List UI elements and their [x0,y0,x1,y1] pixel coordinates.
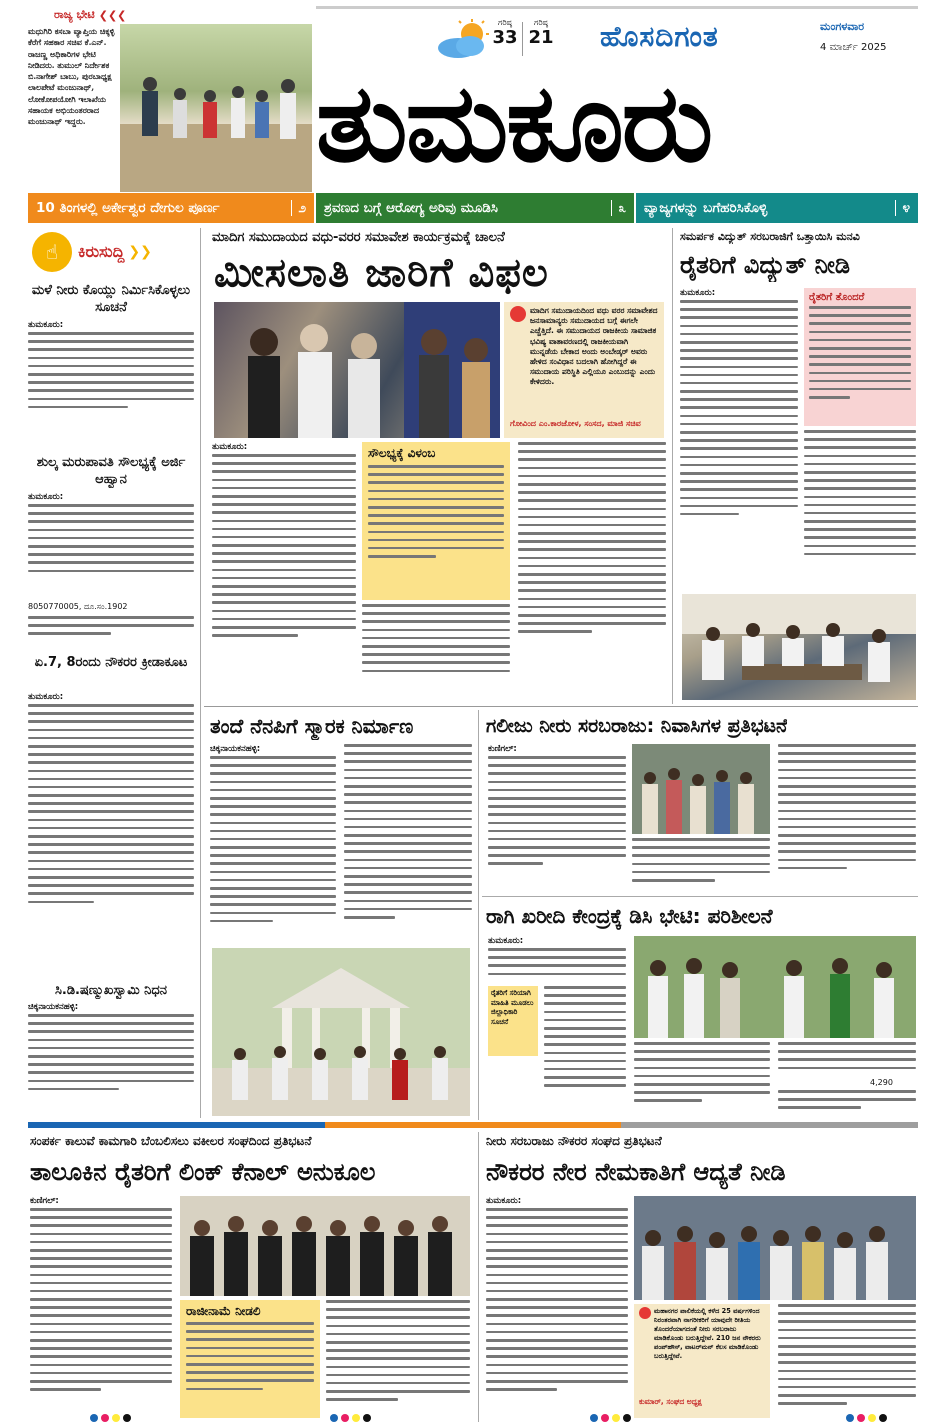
brief-2-body-end [28,616,194,650]
workers-story [484,1132,918,1422]
index-item-2[interactable] [316,193,634,223]
ragi-col-1 [488,948,626,984]
dirty-water-col-3 [778,744,916,890]
power-dateline: ತುಮಕೂರು: [680,288,716,298]
ragi-box-text: ರೈತರಿಗೆ ಸರಿಯಾಗಿ ಮಾಹಿತಿ ಮೂಡಲು ಜಿಲ್ಲಾಧಿಕಾರಿ ಸೂಚನೆ [491,989,534,1026]
brief-2-title: ಶುಲ್ಕ ಮರುಪಾವತಿ ಸೌಲಭ್ಯಕ್ಕೆ ಅರ್ಜಿ ಆಹ್ವಾನ [36,455,186,487]
min-label: ಗರಿಷ್ಠ [534,18,548,27]
delay-box [362,442,510,600]
section-rule [204,706,918,707]
power-kicker: ಸಮರ್ಪಕ ವಿದ್ಯುತ್ ಸರಬರಾಜಿಗೆ ಒತ್ತಾಯಿಸಿ ಮನವಿ [680,230,860,243]
index-item-1[interactable] [28,193,314,223]
briefs-label [32,230,188,274]
bar-blue [28,1122,325,1128]
index-text-2: ಶ್ರವಣದ ಬಗ್ಗೆ ಆರೋಗ್ಯ ಅರಿವು ಮೂಡಿಸಿ [324,200,498,216]
index-page-3: ೪ [895,200,910,216]
ragi-dateline: ತುಮಕೂರು: [488,936,524,946]
resign-box-title: ರಾಜೀನಾಮೆ ನೀಡಲಿ [186,1304,261,1318]
top-story-photo [120,24,312,192]
resign-box [180,1300,320,1418]
paper-name: ಹೊಸದಿಗಂತ [600,20,719,53]
brief-2-dateline: ತುಮಕೂರು: [28,492,64,502]
people-illustration [120,24,312,192]
canal-dateline: ಕುಣಿಗಲ್: [30,1196,59,1206]
dirty-water-photo [632,744,770,834]
canal-col-1 [30,1208,172,1418]
kicker-text: ರಾಜ್ಯ ಭೇಟಿ [54,8,95,21]
canal-headline: ತಾಲೂಕಿನ ರೈತರಿಗೆ ಲಿಂಕ್ ಕೆನಾಲ್ ಅನುಕೂಲ [30,1158,376,1186]
min-value: 21 [528,27,554,48]
workers-col-1 [486,1208,628,1418]
issue-day: ಮಂಗಳವಾರ [820,20,865,33]
lead-col-3 [518,442,666,702]
farmers-trouble-box [804,288,916,426]
workers-photo [634,1196,916,1300]
lead-story [208,228,668,704]
top-story-caption: ಮಧುಗಿರಿ ಕಸಬಾ ವ್ಯಾಪ್ತಿಯ ಚಿಕ್ಕಳ್ಳಿ ಕೆರೆಗೆ ಸಹಕಾರ ಸಚಿವ ಕೆ.ಎನ್. ರಾಜಣ್ಣ ಅಧಿಕಾರಿಗಳ ಭೇಟಿ ನೀಡಿದರು. ತುಮುಲ್ ನಿರ್ದೇಶಕ ಬಿ.ನಾಗೇಶ್ ಬಾಬು, ಪುರಬಾಧ್ಯಕ್ಷ ಲಾಲಪೇಟೆ ಮಂಜುನಾಥ್, ಲೋಕೋಪಯೋಗಿ ಇಲಾಖೆಯ ಸಹಾಯಕ ಅಭಿಯಂತರರಾದ ಮಂಜುನಾಥ್ ಇದ್ದರು. [28,26,115,127]
lead-quote-text: ಮಾದಿಗ ಸಮುದಾಯದಿಂದ ವಧು ವರರ ಸಮಾವೇಶದ ಜನಸಾಮಾನ್ಯರು ಸಮುದಾಯದ ಬಗ್ಗೆ ಈಗಲೇ ಎಚ್ಚೆತ್ತಿದೆ. ಈ ಸಮುದಾಯದ ರಾಜಕೀಯ ಸಾಮಾಜಿಕ ಭವಿಷ್ಯ ವಾತಾವರಣದಲ್ಲಿ ರಾಜಕೀಯವಾಗಿ ಮುನ್ನಡೆಯ ಬೇಕಾದ ಅಂದು ಅಂಬೇಡ್ಕರ್ ಅವರು ಹೇಳಿದ ಸಂವಿಧಾನ ಬದಲಾಗಿ ಹೋಗಿದ್ದರೆ ಈ ಸಮುದಾಯ ಪರಿಸ್ಥಿತಿ ಎಲ್ಲಿಯೂ ಎಂಬುದನ್ನು ಎಂದು ಕೇಳಿದರು. [530,306,658,387]
bar-grey [621,1122,918,1128]
workers-quote-text: ಮಹಾನಗರ ಪಾಲಿಕೆಯಲ್ಲಿ ಕಳೆದ 25 ವರ್ಷಗಳಿಂದ ನಿರಂತರವಾಗಿ ನಾಗರೀಕರಿಗೆ ಯಾವುದೇ ರೀತಿಯ ತೊಂದರೆಯಾಗದಂತೆ ನೀರು ಸರಬರಾಜು ಮಾಡಿಕೊಂಡು ಬರುತ್ತಿದ್ದೇವೆ. 210 ಜನ ನೌಕರರು ಪಂಪ್‌ಹೌಸ್, ವಾಟರ್‌ಮನ್ ಕೆಲಸ ಮಾಡಿಕೊಂಡು ಬರುತ್ತಿದ್ದೇವೆ. [654,1307,761,1360]
brief-3-body [28,704,194,976]
print-marks-right [590,1414,634,1422]
workers-protest-illustration [634,1196,916,1300]
workers-dateline: ತುಮಕೂರು: [486,1196,522,1206]
lead-quote-box [504,302,664,438]
chevron-icon: ❮❮❮ [98,8,127,22]
canal-kicker: ಸಂಪರ್ಕ ಕಾಲುವೆ ಕಾಮಗಾರಿ ಬೆಂಬಲಿಸಲು ವಕೀಲರ ಸಂಘದಿಂದ ಪ್ರತಿಭಟನೆ [30,1134,312,1148]
brief-2-body [28,504,194,584]
max-value: 33 [492,27,518,48]
min-temp [526,18,556,48]
ragi-col-2 [634,1042,770,1114]
lead-photo-people [214,302,500,438]
workers-col-3 [778,1304,916,1418]
lead-photo [214,302,500,438]
quote-icon [510,306,526,322]
lead-kicker: ಮಾದಿಗ ಸಮುದಾಯದ ವಧು-ವರರ ಸಮಾವೇಶ ಕಾರ್ಯಕ್ರಮಕ್ಕೆ ಚಾಲನೆ [212,230,505,245]
delay-box-title: ಸೌಲಭ್ಯಕ್ಕೆ ವಿಳಂಬ [368,446,436,460]
farmers-trouble-title: ರೈತರಿಗೆ ತೊಂದರೆ [809,292,865,303]
index-page-1: ೨ [291,200,306,216]
ragi-figure: 4,290 [870,1078,893,1087]
issue-date: 4 ಮಾರ್ಚ್ 2025 [820,42,887,53]
ragi-story [484,900,918,1120]
temp-divider [522,22,523,56]
index-item-3[interactable] [636,193,918,223]
weather-box [434,18,564,64]
print-marks-mid [330,1414,374,1422]
power-photo [682,594,916,700]
delay-box-body [368,465,504,591]
dirty-water-col-1 [488,756,626,890]
dirty-water-story [484,710,918,894]
power-headline: ರೈತರಿಗೆ ವಿದ್ಯುತ್ ನೀಡಿ [680,251,850,279]
top-photo-story [28,6,314,192]
canal-col-3 [326,1300,470,1418]
top-rule [316,6,918,9]
power-story [678,228,918,704]
brief-1-body [28,332,194,444]
lead-col-1 [212,454,356,702]
dirty-water-dateline: ಕುಣಿಗಲ್: [488,744,517,754]
brief-3-dateline: ತುಮಕೂರು: [28,692,64,702]
section-rule [482,896,918,897]
workers-kicker: ನೀರು ಸರಬರಾಜು ನೌಕರರ ಸಂಘದ ಪ್ರತಿಭಟನೆ [486,1134,662,1148]
brief-1-title: ಮಳೆ ನೀರು ಕೊಯ್ಲು ನಿರ್ಮಿಸಿಕೊಳ್ಳಲು ಸೂಚನೆ [31,283,191,315]
weather-icon [434,18,494,62]
bar-orange [325,1122,622,1128]
workers-quote-icon [639,1307,651,1319]
index-text-3: ವ್ಯಾಜ್ಯಗಳನ್ನು ಬಗೆಹರಿಸಿಕೊಳ್ಳಿ [644,200,768,216]
canal-story [28,1132,474,1422]
column-divider [200,228,201,1118]
workers-quote-by: ಕುಮಾರ್, ಸಂಘದ ಅಧ್ಯಕ್ಷ [639,1397,702,1406]
briefs-column [28,228,196,1118]
protest-illustration [632,744,770,834]
memorial-story [208,710,474,1120]
index-text-1: 10 ತಿಂಗಳಲ್ಲಿ ಅರ್ಕೇಶ್ವರ ದೇಗುಲ ಪೂರ್ಣ [36,200,220,216]
masthead [316,6,918,192]
ragi-col-3a [778,1042,916,1078]
brief-1-dateline: ತುಮಕೂರು: [28,320,64,330]
brief-4-dateline: ಚಿಕ್ಕನಾಯಕನಹಳ್ಳಿ: [28,1002,79,1012]
kicker-tag [54,8,126,22]
canal-photo [180,1196,470,1296]
column-divider [478,710,479,1120]
workers-quote-box [634,1304,770,1418]
index-page-2: ೩ [611,200,626,216]
column-divider [478,1132,479,1422]
max-label: ಗರಿಷ್ಠ [498,18,512,27]
ragi-illustration [634,936,916,1038]
ragi-headline: ರಾಗಿ ಖರೀದಿ ಕೇಂದ್ರಕ್ಕೆ ಡಿಸಿ ಭೇಟಿ: ಪರಿಶೀಲನೆ [486,904,773,928]
meeting-illustration [682,594,916,700]
briefs-label-text: ಕಿರುಸುದ್ದಿ [78,242,125,261]
lead-headline: ಮೀಸಲಾತಿ ಜಾರಿಗೆ ವಿಫಲ [214,250,549,296]
power-col-2 [804,430,916,600]
resign-box-body [186,1322,314,1412]
lead-col-2 [362,604,510,702]
print-marks-far-right [846,1414,890,1422]
city-title: ತುಮಕೂರು [316,61,712,186]
lawyers-illustration [180,1196,470,1296]
memorial-headline: ತಂದೆ ನೆನಪಿಗೆ ಸ್ಮಾರಕ ನಿರ್ಮಾಣ [210,714,414,738]
ragi-col-1b [544,986,626,1114]
power-col-1 [680,300,798,600]
farmers-trouble-body [809,306,911,416]
brief-4-body [28,1014,194,1114]
memorial-col-1 [210,756,336,940]
ragi-photo [634,936,916,1038]
dirty-water-headline: ಗಲೀಜು ನೀರು ಸರಬರಾಜು: ನಿವಾಸಿಗಳ ಪ್ರತಿಭಟನೆ [486,715,788,737]
memorial-illustration [212,948,470,1116]
memorial-dateline: ಚಿಕ್ಕನಾಯಕನಹಳ್ಳಿ: [210,744,261,754]
briefs-chevron-icon: ❯❯ [128,244,152,260]
memorial-col-2 [344,744,472,940]
brief-3-title: ಏ.7, 8ರಂದು ನೌಕರರ ಕ್ರೀಡಾಕೂಟ [34,655,188,670]
workers-headline: ನೌಕರರ ನೇರ ನೇಮಕಾತಿಗೆ ಆದ್ಯತೆ ನೀಡಿ [486,1158,786,1186]
section-color-bar [28,1122,918,1128]
lead-dateline: ತುಮಕೂರು: [212,442,248,452]
brief-2-phone: 8050770005, ದೂ.ಸಂ.1902 [28,602,128,611]
memorial-photo [212,948,470,1116]
max-temp [490,18,520,48]
column-divider [672,228,673,704]
print-marks-left [90,1414,134,1422]
dirty-water-col-2 [632,838,770,890]
brief-4-title: ಸಿ.ಡಿ.ಷಣ್ಮುಖಸ್ವಾಮಿ ನಿಧನ [54,983,168,998]
ragi-box [488,986,538,1056]
ragi-col-3b [778,1090,916,1114]
hand-icon: ☝ [32,232,72,272]
lead-quote-by: ಗೋವಿಂದ ಎಂ.ಕಾರಜೋಳ, ಸಂಸದ, ಮಾಜಿ ಸಚಿವ [510,419,641,428]
